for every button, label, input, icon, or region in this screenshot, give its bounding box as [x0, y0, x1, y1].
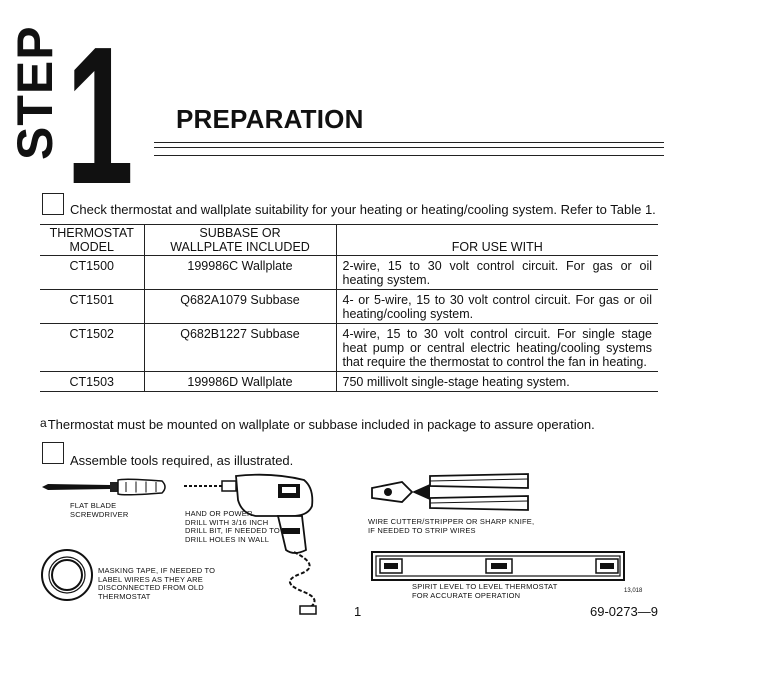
page-number: 1 [354, 604, 362, 619]
step-number: 1 [66, 6, 134, 225]
cell-model: CT1503 [40, 372, 144, 392]
page-title: PREPARATION [176, 104, 364, 134]
header-model: THERMOSTAT MODEL [40, 225, 144, 256]
cell-model: CT1502 [40, 324, 144, 372]
table-row [40, 290, 658, 324]
cell-use: 2-wire, 15 to 30 volt control circuit. For gas or oil heating system. [336, 256, 658, 290]
header-base: SUBBASE OR WALLPLATE INCLUDED [144, 225, 336, 256]
screwdriver-icon [40, 474, 170, 500]
masking-tape-label: MASKING TAPE, IF NEEDED TO LABEL WIRES AS THEY ARE DISCONNECTED FROM OLD THERMOSTAT [98, 566, 216, 601]
cell-base: Q682B1227 Subbase [144, 324, 336, 372]
table-row [40, 256, 658, 290]
spirit-level-label: SPIRIT LEVEL TO LEVEL THERMOSTAT FOR ACCURATE OPERATION [412, 582, 558, 600]
step-label: STEP [7, 25, 63, 160]
table-footnote [40, 416, 595, 432]
header-use: FOR USE WITH [336, 225, 658, 256]
cell-base: 199986D Wallplate [144, 372, 336, 392]
table-row [40, 324, 658, 372]
masking-tape-icon [40, 548, 96, 604]
table-row [40, 372, 658, 392]
title-rule [154, 142, 664, 156]
screwdriver-label: FLAT BLADE SCREWDRIVER [70, 501, 129, 519]
cell-model: CT1500 [40, 256, 144, 290]
document-number: 69-0273—9 [590, 604, 658, 619]
footnote-text: Thermostat must be mounted on wallplate or subbase included in package to assure operation. [47, 417, 595, 432]
figure-code: 13,018 [624, 588, 643, 594]
table-header-row [40, 225, 658, 256]
cell-model: CT1501 [40, 290, 144, 324]
drill-label: HAND OR POWER DRILL WITH 3/16 INCH DRILL BIT, IF NEEDED TO DRILL HOLES IN WALL [185, 509, 280, 544]
cell-base: Q682A1079 Subbase [144, 290, 336, 324]
spirit-level-icon [370, 550, 628, 582]
checklist-text-suitability: Check thermostat and wallplate suitability for your heating or heating/cooling system. Refer to Table 1. [70, 202, 656, 217]
suitability-table [40, 224, 658, 392]
footnote-marker: a [40, 416, 47, 430]
checkbox-tools[interactable] [42, 442, 64, 464]
cell-use: 750 millivolt single-stage heating system. [336, 372, 658, 392]
checklist-text-tools: Assemble tools required, as illustrated. [70, 453, 294, 468]
checkbox-suitability[interactable] [42, 193, 64, 215]
cell-use: 4-wire, 15 to 30 volt control circuit. For single stage heat pump or central electric heating/cooling systems that require the thermostat to control the fan in heating. [336, 324, 658, 372]
wire-cutter-icon [368, 470, 532, 520]
cell-base: 199986C Wallplate [144, 256, 336, 290]
wire-cutter-label: WIRE CUTTER/STRIPPER OR SHARP KNIFE, IF NEEDED TO STRIP WIRES [368, 517, 535, 535]
cell-use: 4- or 5-wire, 15 to 30 volt control circuit. For gas or oil heating/cooling system. [336, 290, 658, 324]
